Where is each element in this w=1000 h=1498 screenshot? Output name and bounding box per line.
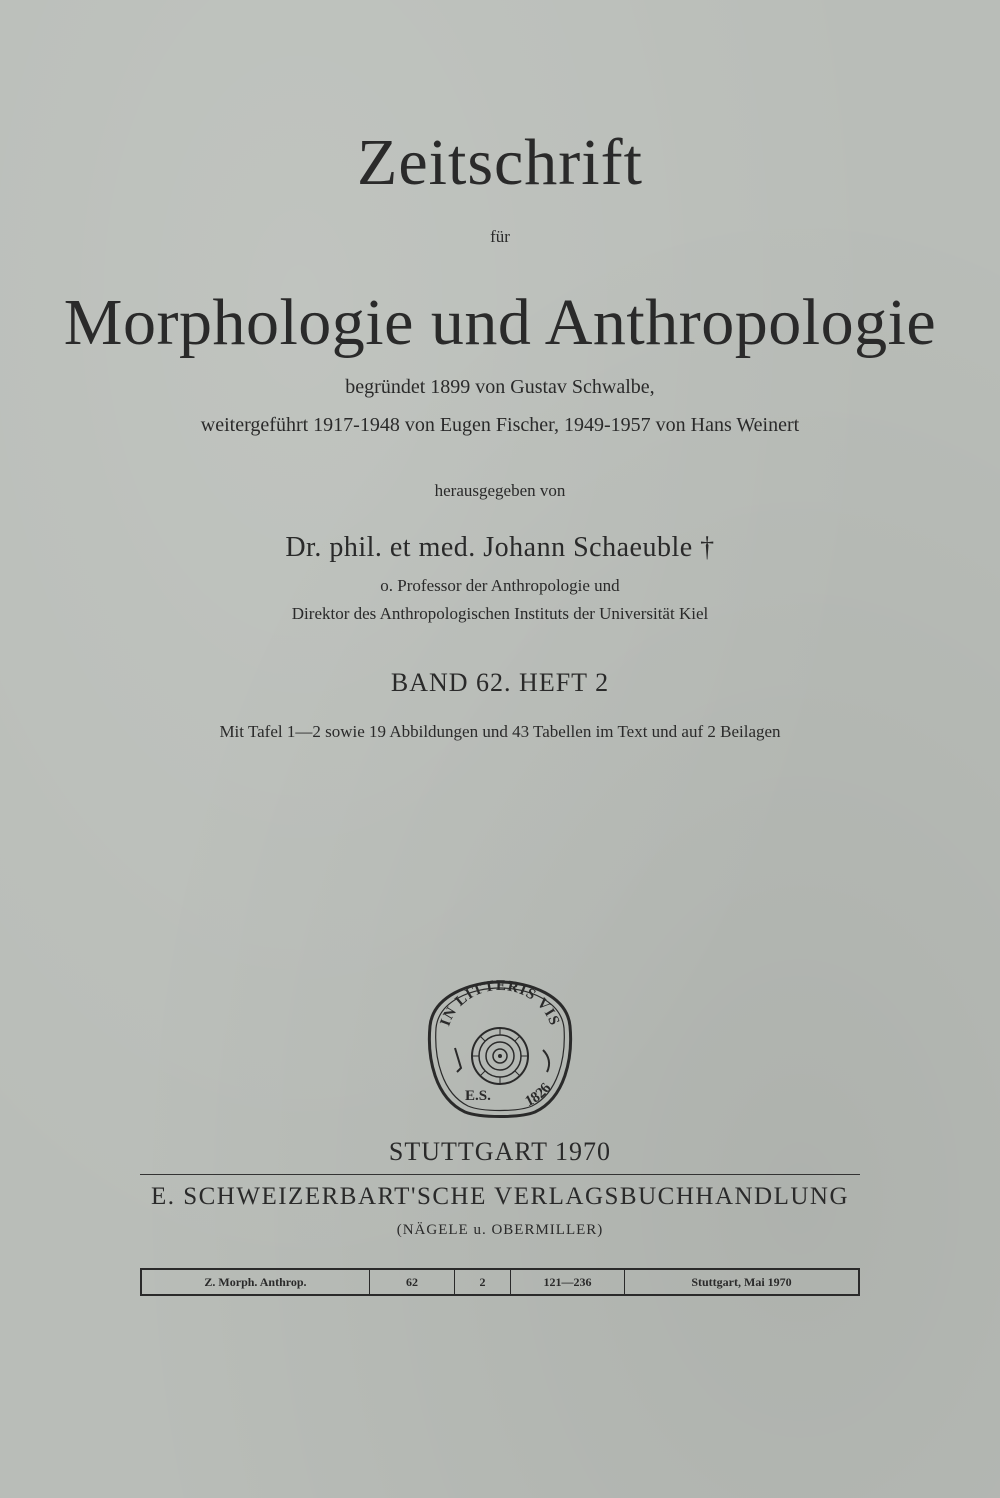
founded-note: begründet 1899 von Gustav Schwalbe,: [345, 376, 655, 398]
journal-title-line2: Morphologie und Anthropologie: [63, 286, 937, 359]
title-connector: für: [490, 227, 510, 246]
journal-title-line1: Zeitschrift: [357, 126, 643, 199]
ammonite-emblem-icon: [425, 978, 575, 1120]
editor-role-line2: Direktor des Anthropologischen Instituts der Universität Kiel: [291, 604, 709, 623]
citation-issue: 2: [455, 1270, 511, 1294]
edited-by-label: herausgegeben von: [434, 481, 566, 500]
city-year: STUTTGART 1970: [388, 1137, 612, 1166]
logo-motto: IN LITTERIS VIS: [437, 978, 563, 1029]
citation-pages: 121—236: [511, 1270, 625, 1294]
branch-icon: [543, 1050, 549, 1072]
contents-note: Mit Tafel 1—2 sowie 19 Abbildungen und 43 Tabellen im Text und auf 2 Beilagen: [219, 722, 781, 741]
citation-place-date: Stuttgart, Mai 1970: [691, 1274, 792, 1289]
publisher-subtitle: (NÄGELE u. OBERMILLER): [396, 1222, 604, 1238]
publisher-name: E. SCHWEIZERBART'SCHE VERLAGSBUCHHANDLUNG: [150, 1183, 850, 1210]
divider: [140, 1174, 860, 1175]
editor-name: Dr. phil. et med. Johann Schaeuble †: [285, 532, 715, 563]
editor-role-line1: o. Professor der Anthropologie und: [380, 576, 620, 595]
hammer-icon: [455, 1048, 461, 1072]
citation-journal: Z. Morph. Anthrop.: [142, 1270, 370, 1294]
citation-volume: 62: [370, 1270, 455, 1294]
svg-text:IN LITTERIS VIS: [437, 978, 562, 1028]
logo-initials: E.S.: [465, 1088, 491, 1104]
citation-table: [140, 1268, 860, 1296]
ammonite-shell: [472, 1028, 528, 1084]
volume-issue: BAND 62. HEFT 2: [390, 668, 610, 697]
logo-year: 1826: [522, 1080, 555, 1111]
svg-text:1826: [523, 1080, 555, 1110]
continued-note: weitergeführt 1917-1948 von Eugen Fischer, 1949-1957 von Hans Weinert: [200, 414, 800, 436]
